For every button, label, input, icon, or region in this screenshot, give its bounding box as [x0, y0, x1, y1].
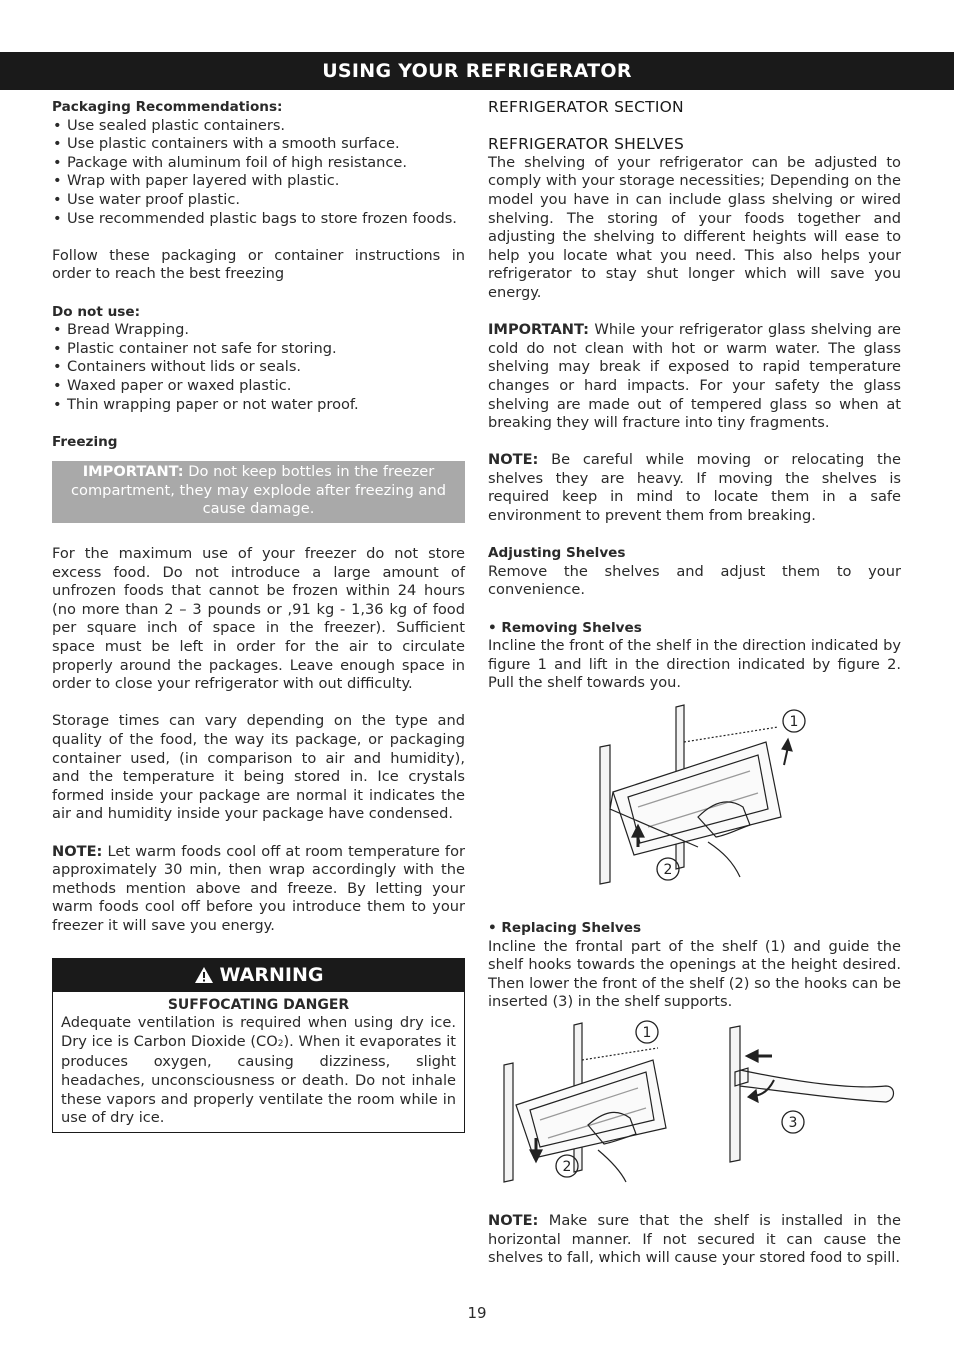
warning-triangle-icon: [194, 966, 214, 984]
page-header: [0, 52, 954, 90]
freezer-paragraph: For the maximum use of your freezer do not store excess food. Do not introduce a large amount of unfrozen foods that cannot be frozen within 24 hours (no more than 2 – 3 pounds or ,91 kg - 1,36 kg of food per square inch of space in the freezer). Sufficient space must be left in order for the air to circulate properly around the packages. Leave enough space in order to close your refrigerator with out difficulty.: [52, 545, 465, 693]
page-title: USING YOUR REFRIGERATOR: [322, 60, 632, 82]
important-label: IMPORTANT:: [488, 321, 589, 339]
replacing-heading: • Replacing Shelves: [488, 920, 642, 936]
figure-label: 2: [663, 862, 673, 878]
warning-body: [53, 992, 464, 1132]
section-heading: REFRIGERATOR SECTION: [488, 98, 684, 116]
list-item: • Waxed paper or waxed plastic.: [52, 377, 465, 396]
list-item: • Use plastic containers with a smooth surface.: [52, 135, 465, 154]
note-paragraph: [488, 1212, 901, 1268]
note-paragraph: [488, 451, 901, 525]
removing-text: Incline the front of the shelf in the direction indicated by figure 1 and lift in the direction indicated by figure 2. Pull the shelf towards you.: [488, 637, 901, 692]
warning-text-part: Adequate ventilation is required when using dry ice. Dry ice is Carbon Dioxide (CO: [61, 1014, 456, 1050]
replacing-shelf-figure: [488, 1020, 901, 1200]
note-label: NOTE:: [488, 1211, 539, 1229]
note-label: NOTE:: [52, 842, 103, 860]
warning-text-part: ). When it evaporates it produces oxygen, causing dizziness, slight headaches, unconsciousness or death. Do not inhale these vapors and properly ventilate the room while in use of dry ice.: [61, 1032, 456, 1127]
list-item: • Thin wrapping paper or not water proof.: [52, 396, 465, 415]
warning-header: [53, 959, 464, 992]
warning-subtitle: SUFFOCATING DANGER: [167, 996, 350, 1013]
replacing-shelf-illustration: [488, 1020, 901, 1200]
note-paragraph: [52, 843, 465, 936]
warning-title: WARNING: [219, 963, 324, 986]
removing-shelf-figure: [488, 697, 901, 907]
removing-heading: • Removing Shelves: [488, 619, 642, 636]
shelves-heading: REFRIGERATOR SHELVES: [488, 135, 684, 154]
shelves-paragraph: The shelving of your refrigerator can be adjusted to comply with your storage necessities; Depending on the model you have in can include glass shelving or wired shelving. The storing of your foods together and adjusting the shelving to different heights will ease to help you locate what you need. This also helps your refrigerator to stay shut longer which will save you energy.: [488, 153, 901, 301]
packaging-heading: Packaging Recommendations:: [52, 99, 283, 115]
page-number: 19: [467, 1304, 487, 1322]
list-item: • Bread Wrapping.: [52, 321, 465, 340]
removing-shelf-illustration: [488, 697, 901, 907]
warning-box: [52, 958, 465, 1133]
important-callout: [52, 461, 465, 523]
note-label: NOTE:: [488, 451, 539, 469]
figure-label: 3: [788, 1114, 798, 1131]
list-item: • Plastic container not safe for storing.: [52, 340, 465, 359]
list-item: • Containers without lids or seals.: [52, 358, 465, 377]
warning-text: [61, 1014, 456, 1128]
list-item: • Use water proof plastic.: [52, 191, 465, 210]
list-item: • Use sealed plastic containers.: [52, 117, 465, 136]
donot-list: [52, 321, 465, 414]
adjusting-text: Remove the shelves and adjust them to your convenience.: [488, 562, 901, 599]
storage-paragraph: Storage times can vary depending on the type and quality of the food, the way its package, or packaging container used, (in comparison to air and humidity), and the temperature it being stored in. Ice crystals formed inside your package are normal it indicates the air and humidity inside your package have condensed.: [52, 712, 465, 823]
important-paragraph: [488, 321, 901, 433]
list-item: • Package with aluminum foil of high resistance.: [52, 154, 465, 173]
list-item: • Wrap with paper layered with plastic.: [52, 172, 465, 191]
note-text: Let warm foods cool off at room temperature for approximately 30 min, then wrap accordingly with the methods mention above and freeze. By letting your warm foods cool off before you introduce them to your freezer it will save you energy.: [52, 842, 465, 934]
important-text: While your refrigerator glass shelving are cold do not clean with hot or warm water. The glass shelving may break if exposed to rapid temperature changes or hard impacts. For your safety the glass shelving are made out of tempered glass so when at breaking they will fracture into tiny fragments.: [488, 321, 901, 432]
important-label: IMPORTANT:: [82, 463, 184, 481]
replacing-text: Incline the frontal part of the shelf (1) and guide the shelf hooks towards the openings at the height desired. Then lower the front of the shelf (2) so the hooks can be inserted (3) in the shelf supports.: [488, 937, 901, 1011]
subscript: 2: [277, 1038, 284, 1049]
adjusting-heading: Adjusting Shelves: [488, 545, 626, 562]
figure-label: 1: [789, 714, 799, 730]
note-text: Make sure that the shelf is installed in the horizontal manner. If not secured it can cause the shelves to fall, which will cause your stored food to spill.: [488, 1211, 901, 1267]
note-text: Be careful while moving or relocating the shelves they are heavy. If moving the shelves is required keep in mind to locate them in a safe environment to prevent them from breaking.: [488, 451, 902, 525]
donot-heading: Do not use:: [52, 303, 141, 320]
list-item: • Use recommended plastic bags to store frozen foods.: [52, 210, 465, 229]
important-text: Do not keep bottles in the freezer compartment, they may explode after freezing and cause damage.: [71, 463, 446, 518]
freezing-heading: Freezing: [52, 433, 118, 450]
follow-paragraph: Follow these packaging or container instructions in order to reach the best freezing: [52, 246, 465, 283]
packaging-list: [52, 117, 465, 229]
figure-label: 1: [642, 1024, 652, 1041]
figure-label: 2: [562, 1158, 572, 1175]
left-column: [52, 98, 465, 1133]
right-column: [488, 98, 901, 1268]
